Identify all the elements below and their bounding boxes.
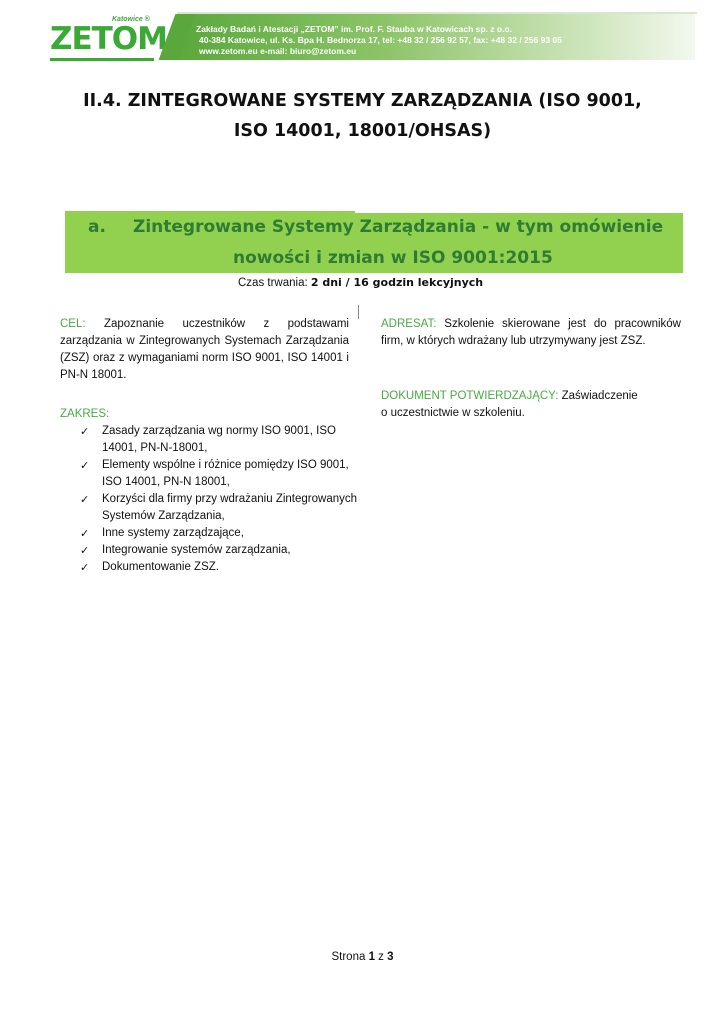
logo-subtitle: Katowice ® (112, 16, 150, 23)
cel-text: Zapoznanie uczestników z podstawami zarządzania w Zintegrowanych Systemach Zarządzania (ZSZ) oraz z wymaganiami norm ISO 9001, ISO 14001 i PN-N 18001. (60, 318, 349, 381)
checkmark-icon: ✓ (80, 544, 90, 557)
adresat-text: Szkolenie skierowane jest do pracowników firm, w których wdrażany lub utrzymywany jest ZSZ. (381, 318, 681, 347)
list-item: ✓ Korzyści dla firmy przy wdrażaniu Zintegrowanych Systemów Zarządzania, (80, 493, 358, 522)
dokument-first-line (381, 388, 681, 405)
company-name-line: Zakłady Badań i Atestacji „ZETOM” im. Prof. F. Stauba w Katowicach sp. z o.o. (196, 24, 512, 34)
adresat-block (381, 316, 681, 350)
list-item: ✓ Elementy wspólne i różnice pomiędzy ISO 9001, ISO 14001, PN-N 18001, (80, 459, 349, 488)
section-title-line1: Zintegrowane Systemy Zarządzania - w tym omówienie (133, 217, 664, 237)
duration-label: Czas trwania: (238, 277, 311, 289)
dokument-label: DOKUMENT POTWIERDZAJĄCY: (381, 390, 559, 402)
page-title-line2: ISO 14001, 18001/OHSAS) (233, 121, 492, 141)
adresat-label: ADRESAT: (381, 318, 437, 330)
company-info (196, 24, 696, 57)
checkmark-icon: ✓ (80, 561, 90, 574)
section-title-line2: nowości i zmian w ISO 9001:2015 (233, 248, 553, 268)
cel-label: CEL: (60, 318, 86, 330)
list-item: ✓ Integrowanie systemów zarządzania, (80, 544, 291, 557)
checkmark-icon: ✓ (80, 459, 90, 472)
duration-value: 2 dni / 16 godzin lekcyjnych (310, 276, 484, 289)
list-item: ✓ Dokumentowanie ZSZ. (80, 561, 219, 574)
footer-current-page: 1 (368, 951, 375, 963)
section-title (133, 212, 673, 274)
footer-total-pages: 3 (387, 951, 394, 963)
zakres-label: ZAKRES: (60, 408, 110, 420)
page-title (50, 86, 675, 146)
checkmark-icon: ✓ (80, 425, 90, 438)
column-divider (358, 305, 359, 319)
right-column (381, 316, 681, 444)
course-duration (238, 276, 483, 290)
company-address-line: 40-384 Katowice, ul. Ks. Bpa H. Bednorza 17, tel: +48 32 / 256 92 57, fax: +48 32 / 256 93 05 (199, 35, 562, 45)
dokument-text-line1: Zaświadczenie (561, 390, 638, 402)
footer-prefix: Strona (331, 951, 369, 963)
checkmark-icon: ✓ (80, 493, 90, 506)
footer-separator: z (374, 951, 388, 963)
list-item: ✓ Inne systemy zarządzające, (80, 527, 244, 540)
list-item: ✓ Zasady zarządzania wg normy ISO 9001, ISO 14001, PN-N-18001, (80, 425, 336, 454)
zakres-list (60, 423, 358, 576)
left-column (60, 316, 358, 576)
company-web-line: www.zetom.eu e-mail: biuro@zetom.eu (199, 46, 357, 56)
section-letter: a. (88, 217, 106, 237)
dokument-text-line2: o uczestnictwie w szkoleniu. (381, 407, 525, 419)
zetom-logo (50, 16, 168, 60)
page-footer (0, 949, 725, 965)
page-title-line1: II.4. ZINTEGROWANE SYSTEMY ZARZĄDZANIA (ISO 9001, (83, 91, 642, 111)
cel-block (60, 316, 349, 384)
dokument-block (381, 388, 681, 422)
logo-wordmark: ZETOM (50, 21, 168, 57)
checkmark-icon: ✓ (80, 527, 90, 540)
logo-underline (50, 58, 154, 61)
